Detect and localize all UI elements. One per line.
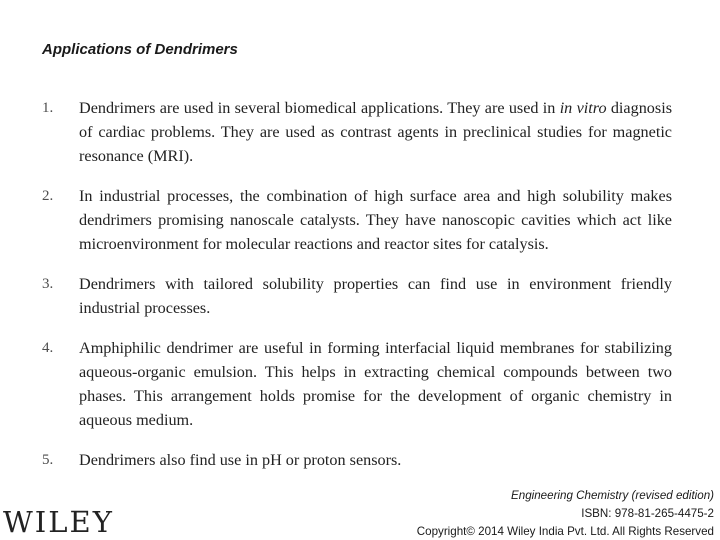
- book-title: Engineering Chemistry (revised edition): [511, 489, 714, 502]
- isbn-text: ISBN: 978-81-265-4475-2: [581, 507, 714, 520]
- item-text: Dendrimers with tailored solubility properties can find use in environment friendly industrial processes.: [79, 275, 672, 317]
- slide-title: Applications of Dendrimers: [42, 41, 238, 58]
- item-text: Amphiphilic dendrimer are useful in forming interfacial liquid membranes for stabilizing aqueous-organic emulsion. This helps in extracting chemical compounds between two phases. This arrangement holds promise for the development of organic chemistry in aqueous medium.: [79, 339, 672, 429]
- copyright-text: Copyright© 2014 Wiley India Pvt. Ltd. All Rights Reserved: [416, 525, 714, 538]
- list-item: [42, 272, 672, 320]
- footer-credits: [417, 487, 714, 540]
- item-number: 3.: [42, 276, 54, 292]
- list-item: [42, 336, 672, 432]
- list-item: [42, 96, 672, 168]
- item-text-italic: in vitro: [559, 99, 607, 117]
- item-text: In industrial processes, the combination of high surface area and high solubility makes dendrimers promising nanoscale catalysts. They have nanoscopic cavities which act like microenvironment for molecular reactions and reactor sites for catalysis.: [79, 187, 672, 253]
- item-text: [79, 96, 672, 168]
- item-text-part: diagnosis of cardiac problems. They are used as contrast agents in preclinical studies for magnetic resonance (MRI).: [79, 99, 672, 165]
- item-number: 2.: [42, 188, 54, 204]
- publisher-logo: WILEY: [3, 505, 114, 539]
- applications-list: [42, 96, 672, 488]
- list-item: [42, 184, 672, 256]
- item-text-part: Dendrimers are used in several biomedical applications. They are used in: [79, 99, 560, 117]
- item-number: 5.: [42, 452, 54, 468]
- item-number: 1.: [42, 100, 54, 116]
- item-number: 4.: [42, 340, 54, 356]
- item-text: Dendrimers also find use in pH or proton sensors.: [79, 451, 402, 469]
- list-item: [42, 448, 672, 472]
